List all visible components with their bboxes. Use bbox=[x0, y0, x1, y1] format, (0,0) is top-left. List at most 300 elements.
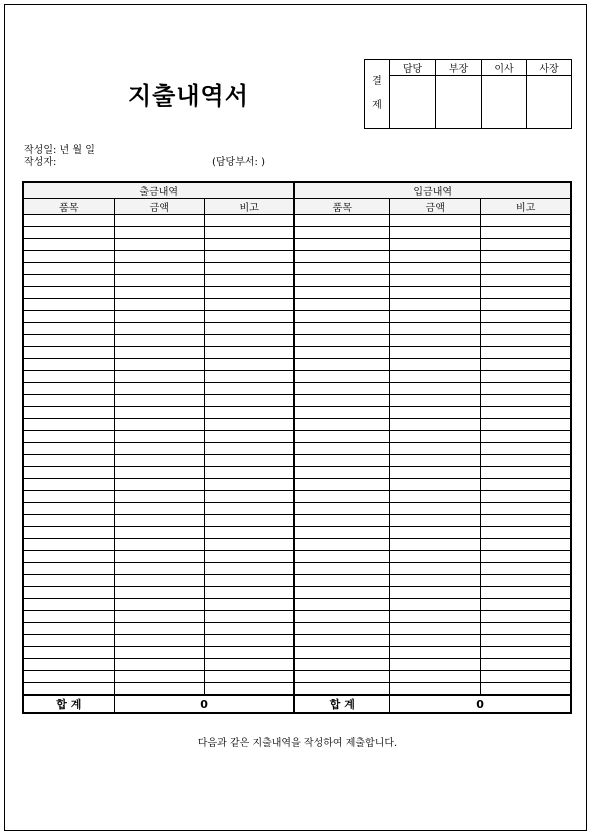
inflow-amount-cell[interactable] bbox=[390, 455, 481, 467]
inflow-note-cell[interactable] bbox=[481, 491, 571, 503]
table-row bbox=[23, 575, 571, 587]
inflow-note-cell[interactable] bbox=[481, 407, 571, 419]
table-row bbox=[23, 683, 571, 696]
outflow-note-cell[interactable] bbox=[204, 659, 294, 671]
table-row bbox=[23, 647, 571, 659]
inflow-item-cell[interactable] bbox=[294, 599, 389, 611]
inflow-note-cell[interactable] bbox=[481, 287, 571, 299]
inflow-item-cell[interactable] bbox=[294, 419, 389, 431]
inflow-note-cell[interactable] bbox=[481, 275, 571, 287]
outflow-total-label: 합 계 bbox=[23, 695, 114, 713]
outflow-amount-cell[interactable] bbox=[114, 347, 204, 359]
inflow-note-cell[interactable] bbox=[481, 251, 571, 263]
outflow-item-cell[interactable] bbox=[23, 671, 114, 683]
outflow-amount-cell[interactable] bbox=[114, 215, 204, 227]
outflow-amount-cell[interactable] bbox=[114, 563, 204, 575]
outflow-note-cell[interactable] bbox=[204, 635, 294, 647]
inflow-amount-cell[interactable] bbox=[390, 443, 481, 455]
inflow-note-cell[interactable] bbox=[481, 527, 571, 539]
outflow-item-cell[interactable] bbox=[23, 263, 114, 275]
inflow-note-cell[interactable] bbox=[481, 671, 571, 683]
inflow-col-note: 비고 bbox=[481, 199, 571, 215]
outflow-item-cell[interactable] bbox=[23, 539, 114, 551]
outflow-item-cell[interactable] bbox=[23, 683, 114, 696]
outflow-amount-cell[interactable] bbox=[114, 251, 204, 263]
inflow-amount-cell[interactable] bbox=[390, 611, 481, 623]
outflow-amount-cell[interactable] bbox=[114, 239, 204, 251]
inflow-note-cell[interactable] bbox=[481, 263, 571, 275]
table-row bbox=[23, 527, 571, 539]
inflow-item-cell[interactable] bbox=[294, 455, 389, 467]
outflow-amount-cell[interactable] bbox=[114, 275, 204, 287]
outflow-item-cell[interactable] bbox=[23, 431, 114, 443]
inflow-note-cell[interactable] bbox=[481, 599, 571, 611]
outflow-note-cell[interactable] bbox=[204, 323, 294, 335]
outflow-item-cell[interactable] bbox=[23, 407, 114, 419]
inflow-amount-cell[interactable] bbox=[390, 263, 481, 275]
inflow-note-cell[interactable] bbox=[481, 383, 571, 395]
inflow-note-cell[interactable] bbox=[481, 431, 571, 443]
inflow-item-cell[interactable] bbox=[294, 479, 389, 491]
outflow-note-cell[interactable] bbox=[204, 599, 294, 611]
outflow-item-cell[interactable] bbox=[23, 383, 114, 395]
outflow-item-cell[interactable] bbox=[23, 287, 114, 299]
inflow-item-cell[interactable] bbox=[294, 491, 389, 503]
outflow-amount-cell[interactable] bbox=[114, 287, 204, 299]
outflow-note-cell[interactable] bbox=[204, 383, 294, 395]
inflow-note-cell[interactable] bbox=[481, 683, 571, 696]
outflow-note-cell[interactable] bbox=[204, 359, 294, 371]
outflow-note-cell[interactable] bbox=[204, 239, 294, 251]
outflow-item-cell[interactable] bbox=[23, 515, 114, 527]
outflow-item-cell[interactable] bbox=[23, 479, 114, 491]
table-row bbox=[23, 587, 571, 599]
inflow-amount-cell[interactable] bbox=[390, 323, 481, 335]
inflow-amount-cell[interactable] bbox=[390, 527, 481, 539]
outflow-col-item: 품목 bbox=[23, 199, 114, 215]
submission-note: 다음과 같은 지출내역을 작성하여 제출합니다. bbox=[197, 738, 398, 749]
table-row bbox=[23, 227, 571, 239]
table-row bbox=[23, 443, 571, 455]
outflow-note-cell[interactable] bbox=[204, 563, 294, 575]
inflow-amount-cell[interactable] bbox=[390, 407, 481, 419]
outflow-note-cell[interactable] bbox=[204, 395, 294, 407]
inflow-amount-cell[interactable] bbox=[390, 287, 481, 299]
table-row bbox=[23, 455, 571, 467]
inflow-note-cell[interactable] bbox=[481, 635, 571, 647]
table-row bbox=[23, 371, 571, 383]
outflow-item-cell[interactable] bbox=[23, 275, 114, 287]
outflow-item-cell[interactable] bbox=[23, 551, 114, 563]
outflow-item-cell[interactable] bbox=[23, 371, 114, 383]
outflow-note-cell[interactable] bbox=[204, 215, 294, 227]
outflow-note-cell[interactable] bbox=[204, 623, 294, 635]
inflow-item-cell[interactable] bbox=[294, 215, 389, 227]
approval-sign-manager[interactable] bbox=[436, 76, 482, 129]
outflow-note-cell[interactable] bbox=[204, 407, 294, 419]
table-row bbox=[23, 467, 571, 479]
inflow-item-cell[interactable] bbox=[294, 575, 389, 587]
inflow-note-cell[interactable] bbox=[481, 395, 571, 407]
inflow-note-cell[interactable] bbox=[481, 515, 571, 527]
table-row bbox=[23, 491, 571, 503]
author-label: 작성자: bbox=[24, 157, 57, 168]
inflow-section-header: 입금내역 bbox=[294, 182, 571, 199]
outflow-item-cell[interactable] bbox=[23, 323, 114, 335]
approval-sign-president[interactable] bbox=[527, 76, 572, 129]
table-row bbox=[23, 419, 571, 431]
inflow-col-amount: 금액 bbox=[390, 199, 481, 215]
outflow-section-header: 출금내역 bbox=[23, 182, 294, 199]
inflow-note-cell[interactable] bbox=[481, 551, 571, 563]
outflow-amount-cell[interactable] bbox=[114, 575, 204, 587]
table-row bbox=[23, 383, 571, 395]
outflow-note-cell[interactable] bbox=[204, 299, 294, 311]
table-row bbox=[23, 323, 571, 335]
inflow-item-cell[interactable] bbox=[294, 251, 389, 263]
inflow-item-cell[interactable] bbox=[294, 275, 389, 287]
inflow-item-cell[interactable] bbox=[294, 467, 389, 479]
inflow-amount-cell[interactable] bbox=[390, 419, 481, 431]
inflow-amount-cell[interactable] bbox=[390, 587, 481, 599]
inflow-note-cell[interactable] bbox=[481, 371, 571, 383]
inflow-item-cell[interactable] bbox=[294, 347, 389, 359]
outflow-item-cell[interactable] bbox=[23, 311, 114, 323]
inflow-amount-cell[interactable] bbox=[390, 251, 481, 263]
approval-label: 결 제 bbox=[365, 60, 390, 129]
outflow-note-cell[interactable] bbox=[204, 251, 294, 263]
outflow-item-cell[interactable] bbox=[23, 575, 114, 587]
outflow-item-cell[interactable] bbox=[23, 419, 114, 431]
outflow-item-cell[interactable] bbox=[23, 503, 114, 515]
inflow-note-cell[interactable] bbox=[481, 335, 571, 347]
outflow-note-cell[interactable] bbox=[204, 455, 294, 467]
table-row bbox=[23, 335, 571, 347]
inflow-item-cell[interactable] bbox=[294, 299, 389, 311]
approval-sign-staff[interactable] bbox=[390, 76, 436, 129]
inflow-item-cell[interactable] bbox=[294, 335, 389, 347]
inflow-col-item: 품목 bbox=[294, 199, 389, 215]
outflow-amount-cell[interactable] bbox=[114, 587, 204, 599]
inflow-note-cell[interactable] bbox=[481, 563, 571, 575]
outflow-amount-cell[interactable] bbox=[114, 395, 204, 407]
inflow-amount-cell[interactable] bbox=[390, 431, 481, 443]
outflow-item-cell[interactable] bbox=[23, 299, 114, 311]
inflow-amount-cell[interactable] bbox=[390, 563, 481, 575]
table-row bbox=[23, 395, 571, 407]
inflow-item-cell[interactable] bbox=[294, 311, 389, 323]
outflow-amount-cell[interactable] bbox=[114, 431, 204, 443]
inflow-amount-cell[interactable] bbox=[390, 359, 481, 371]
inflow-amount-cell[interactable] bbox=[390, 227, 481, 239]
outflow-note-cell[interactable] bbox=[204, 503, 294, 515]
outflow-note-cell[interactable] bbox=[204, 587, 294, 599]
inflow-item-cell[interactable] bbox=[294, 515, 389, 527]
inflow-item-cell[interactable] bbox=[294, 587, 389, 599]
outflow-note-cell[interactable] bbox=[204, 443, 294, 455]
table-row bbox=[23, 239, 571, 251]
inflow-note-cell[interactable] bbox=[481, 503, 571, 515]
inflow-item-cell[interactable] bbox=[294, 395, 389, 407]
inflow-amount-cell[interactable] bbox=[390, 635, 481, 647]
outflow-item-cell[interactable] bbox=[23, 491, 114, 503]
outflow-amount-cell[interactable] bbox=[114, 299, 204, 311]
inflow-item-cell[interactable] bbox=[294, 239, 389, 251]
outflow-amount-cell[interactable] bbox=[114, 227, 204, 239]
inflow-amount-cell[interactable] bbox=[390, 239, 481, 251]
table-row bbox=[23, 311, 571, 323]
inflow-amount-cell[interactable] bbox=[390, 647, 481, 659]
outflow-item-cell[interactable] bbox=[23, 395, 114, 407]
inflow-note-cell[interactable] bbox=[481, 215, 571, 227]
outflow-item-cell[interactable] bbox=[23, 563, 114, 575]
inflow-item-cell[interactable] bbox=[294, 527, 389, 539]
outflow-amount-cell[interactable] bbox=[114, 671, 204, 683]
inflow-note-cell[interactable] bbox=[481, 419, 571, 431]
inflow-amount-cell[interactable] bbox=[390, 383, 481, 395]
document-title: 지출내역서 bbox=[128, 82, 249, 110]
inflow-note-cell[interactable] bbox=[481, 443, 571, 455]
outflow-note-cell[interactable] bbox=[204, 275, 294, 287]
outflow-amount-cell[interactable] bbox=[114, 419, 204, 431]
inflow-amount-cell[interactable] bbox=[390, 551, 481, 563]
outflow-note-cell[interactable] bbox=[204, 311, 294, 323]
outflow-amount-cell[interactable] bbox=[114, 359, 204, 371]
inflow-note-cell[interactable] bbox=[481, 467, 571, 479]
table-row bbox=[23, 563, 571, 575]
outflow-amount-cell[interactable] bbox=[114, 311, 204, 323]
inflow-amount-cell[interactable] bbox=[390, 599, 481, 611]
inflow-amount-cell[interactable] bbox=[390, 575, 481, 587]
outflow-item-cell[interactable] bbox=[23, 227, 114, 239]
inflow-note-cell[interactable] bbox=[481, 239, 571, 251]
inflow-item-cell[interactable] bbox=[294, 443, 389, 455]
outflow-note-cell[interactable] bbox=[204, 491, 294, 503]
outflow-amount-cell[interactable] bbox=[114, 455, 204, 467]
inflow-note-cell[interactable] bbox=[481, 659, 571, 671]
inflow-amount-cell[interactable] bbox=[390, 659, 481, 671]
inflow-amount-cell[interactable] bbox=[390, 491, 481, 503]
outflow-note-cell[interactable] bbox=[204, 539, 294, 551]
outflow-note-cell[interactable] bbox=[204, 683, 294, 696]
inflow-item-cell[interactable] bbox=[294, 563, 389, 575]
inflow-item-cell[interactable] bbox=[294, 635, 389, 647]
inflow-note-cell[interactable] bbox=[481, 359, 571, 371]
inflow-amount-cell[interactable] bbox=[390, 311, 481, 323]
outflow-item-cell[interactable] bbox=[23, 251, 114, 263]
table-row bbox=[23, 539, 571, 551]
inflow-note-cell[interactable] bbox=[481, 623, 571, 635]
outflow-note-cell[interactable] bbox=[204, 431, 294, 443]
outflow-amount-cell[interactable] bbox=[114, 371, 204, 383]
outflow-item-cell[interactable] bbox=[23, 335, 114, 347]
inflow-amount-cell[interactable] bbox=[390, 371, 481, 383]
inflow-amount-cell[interactable] bbox=[390, 467, 481, 479]
inflow-item-cell[interactable] bbox=[294, 647, 389, 659]
outflow-note-cell[interactable] bbox=[204, 335, 294, 347]
outflow-item-cell[interactable] bbox=[23, 611, 114, 623]
inflow-amount-cell[interactable] bbox=[390, 335, 481, 347]
inflow-note-cell[interactable] bbox=[481, 539, 571, 551]
outflow-item-cell[interactable] bbox=[23, 215, 114, 227]
inflow-note-cell[interactable] bbox=[481, 347, 571, 359]
inflow-item-cell[interactable] bbox=[294, 611, 389, 623]
outflow-amount-cell[interactable] bbox=[114, 539, 204, 551]
outflow-item-cell[interactable] bbox=[23, 455, 114, 467]
outflow-item-cell[interactable] bbox=[23, 359, 114, 371]
outflow-amount-cell[interactable] bbox=[114, 551, 204, 563]
outflow-amount-cell[interactable] bbox=[114, 407, 204, 419]
date-label: 작성일: 년 월 일 bbox=[24, 145, 95, 156]
inflow-item-cell[interactable] bbox=[294, 287, 389, 299]
outflow-note-cell[interactable] bbox=[204, 551, 294, 563]
outflow-amount-cell[interactable] bbox=[114, 479, 204, 491]
outflow-note-cell[interactable] bbox=[204, 479, 294, 491]
outflow-note-cell[interactable] bbox=[204, 527, 294, 539]
outflow-item-cell[interactable] bbox=[23, 659, 114, 671]
outflow-note-cell[interactable] bbox=[204, 611, 294, 623]
outflow-amount-cell[interactable] bbox=[114, 443, 204, 455]
inflow-item-cell[interactable] bbox=[294, 683, 389, 696]
outflow-amount-cell[interactable] bbox=[114, 611, 204, 623]
outflow-amount-cell[interactable] bbox=[114, 335, 204, 347]
table-row bbox=[23, 515, 571, 527]
inflow-item-cell[interactable] bbox=[294, 263, 389, 275]
outflow-note-cell[interactable] bbox=[204, 575, 294, 587]
outflow-note-cell[interactable] bbox=[204, 467, 294, 479]
outflow-item-cell[interactable] bbox=[23, 239, 114, 251]
inflow-item-cell[interactable] bbox=[294, 623, 389, 635]
table-row bbox=[23, 407, 571, 419]
inflow-item-cell[interactable] bbox=[294, 371, 389, 383]
table-row bbox=[23, 611, 571, 623]
inflow-note-cell[interactable] bbox=[481, 575, 571, 587]
inflow-note-cell[interactable] bbox=[481, 611, 571, 623]
inflow-item-cell[interactable] bbox=[294, 323, 389, 335]
table-row bbox=[23, 479, 571, 491]
outflow-note-cell[interactable] bbox=[204, 647, 294, 659]
inflow-item-cell[interactable] bbox=[294, 359, 389, 371]
inflow-item-cell[interactable] bbox=[294, 671, 389, 683]
approval-sign-director[interactable] bbox=[482, 76, 527, 129]
inflow-amount-cell[interactable] bbox=[390, 347, 481, 359]
outflow-note-cell[interactable] bbox=[204, 515, 294, 527]
inflow-amount-cell[interactable] bbox=[390, 515, 481, 527]
inflow-amount-cell[interactable] bbox=[390, 539, 481, 551]
table-row bbox=[23, 623, 571, 635]
outflow-amount-cell[interactable] bbox=[114, 647, 204, 659]
outflow-amount-cell[interactable] bbox=[114, 515, 204, 527]
approval-box bbox=[364, 59, 572, 129]
inflow-item-cell[interactable] bbox=[294, 551, 389, 563]
table-row bbox=[23, 671, 571, 683]
inflow-item-cell[interactable] bbox=[294, 659, 389, 671]
table-row bbox=[23, 503, 571, 515]
inflow-note-cell[interactable] bbox=[481, 455, 571, 467]
outflow-amount-cell[interactable] bbox=[114, 623, 204, 635]
table-row bbox=[23, 635, 571, 647]
inflow-item-cell[interactable] bbox=[294, 407, 389, 419]
inflow-item-cell[interactable] bbox=[294, 227, 389, 239]
inflow-total-value: 0 bbox=[390, 695, 571, 713]
outflow-note-cell[interactable] bbox=[204, 419, 294, 431]
outflow-amount-cell[interactable] bbox=[114, 467, 204, 479]
inflow-note-cell[interactable] bbox=[481, 479, 571, 491]
outflow-amount-cell[interactable] bbox=[114, 491, 204, 503]
outflow-col-amount: 금액 bbox=[114, 199, 204, 215]
department-label: (담당부서: ) bbox=[212, 157, 265, 168]
outflow-amount-cell[interactable] bbox=[114, 383, 204, 395]
inflow-amount-cell[interactable] bbox=[390, 623, 481, 635]
outflow-item-cell[interactable] bbox=[23, 623, 114, 635]
inflow-note-cell[interactable] bbox=[481, 311, 571, 323]
inflow-amount-cell[interactable] bbox=[390, 275, 481, 287]
outflow-item-cell[interactable] bbox=[23, 635, 114, 647]
table-row bbox=[23, 215, 571, 227]
outflow-amount-cell[interactable] bbox=[114, 659, 204, 671]
outflow-note-cell[interactable] bbox=[204, 347, 294, 359]
outflow-item-cell[interactable] bbox=[23, 527, 114, 539]
outflow-note-cell[interactable] bbox=[204, 287, 294, 299]
outflow-note-cell[interactable] bbox=[204, 263, 294, 275]
inflow-note-cell[interactable] bbox=[481, 587, 571, 599]
inflow-amount-cell[interactable] bbox=[390, 503, 481, 515]
inflow-item-cell[interactable] bbox=[294, 431, 389, 443]
inflow-note-cell[interactable] bbox=[481, 299, 571, 311]
approval-role-president: 사장 bbox=[527, 60, 572, 76]
outflow-item-cell[interactable] bbox=[23, 347, 114, 359]
inflow-total-label: 합 계 bbox=[294, 695, 389, 713]
table-row bbox=[23, 359, 571, 371]
outflow-amount-cell[interactable] bbox=[114, 599, 204, 611]
approval-role-manager: 부장 bbox=[436, 60, 482, 76]
outflow-item-cell[interactable] bbox=[23, 467, 114, 479]
table-row bbox=[23, 659, 571, 671]
outflow-note-cell[interactable] bbox=[204, 671, 294, 683]
outflow-note-cell[interactable] bbox=[204, 227, 294, 239]
outflow-item-cell[interactable] bbox=[23, 647, 114, 659]
table-row bbox=[23, 299, 571, 311]
table-row bbox=[23, 551, 571, 563]
outflow-item-cell[interactable] bbox=[23, 587, 114, 599]
inflow-amount-cell[interactable] bbox=[390, 395, 481, 407]
outflow-amount-cell[interactable] bbox=[114, 527, 204, 539]
approval-role-staff: 담당 bbox=[390, 60, 436, 76]
outflow-item-cell[interactable] bbox=[23, 443, 114, 455]
outflow-amount-cell[interactable] bbox=[114, 503, 204, 515]
inflow-amount-cell[interactable] bbox=[390, 683, 481, 696]
inflow-amount-cell[interactable] bbox=[390, 479, 481, 491]
inflow-note-cell[interactable] bbox=[481, 227, 571, 239]
table-row bbox=[23, 251, 571, 263]
inflow-note-cell[interactable] bbox=[481, 323, 571, 335]
inflow-amount-cell[interactable] bbox=[390, 671, 481, 683]
outflow-amount-cell[interactable] bbox=[114, 323, 204, 335]
inflow-amount-cell[interactable] bbox=[390, 215, 481, 227]
inflow-amount-cell[interactable] bbox=[390, 299, 481, 311]
inflow-item-cell[interactable] bbox=[294, 539, 389, 551]
outflow-item-cell[interactable] bbox=[23, 599, 114, 611]
inflow-item-cell[interactable] bbox=[294, 503, 389, 515]
outflow-amount-cell[interactable] bbox=[114, 635, 204, 647]
outflow-amount-cell[interactable] bbox=[114, 263, 204, 275]
outflow-note-cell[interactable] bbox=[204, 371, 294, 383]
table-row bbox=[23, 599, 571, 611]
outflow-amount-cell[interactable] bbox=[114, 683, 204, 696]
inflow-item-cell[interactable] bbox=[294, 383, 389, 395]
inflow-note-cell[interactable] bbox=[481, 647, 571, 659]
outflow-col-note: 비고 bbox=[204, 199, 294, 215]
